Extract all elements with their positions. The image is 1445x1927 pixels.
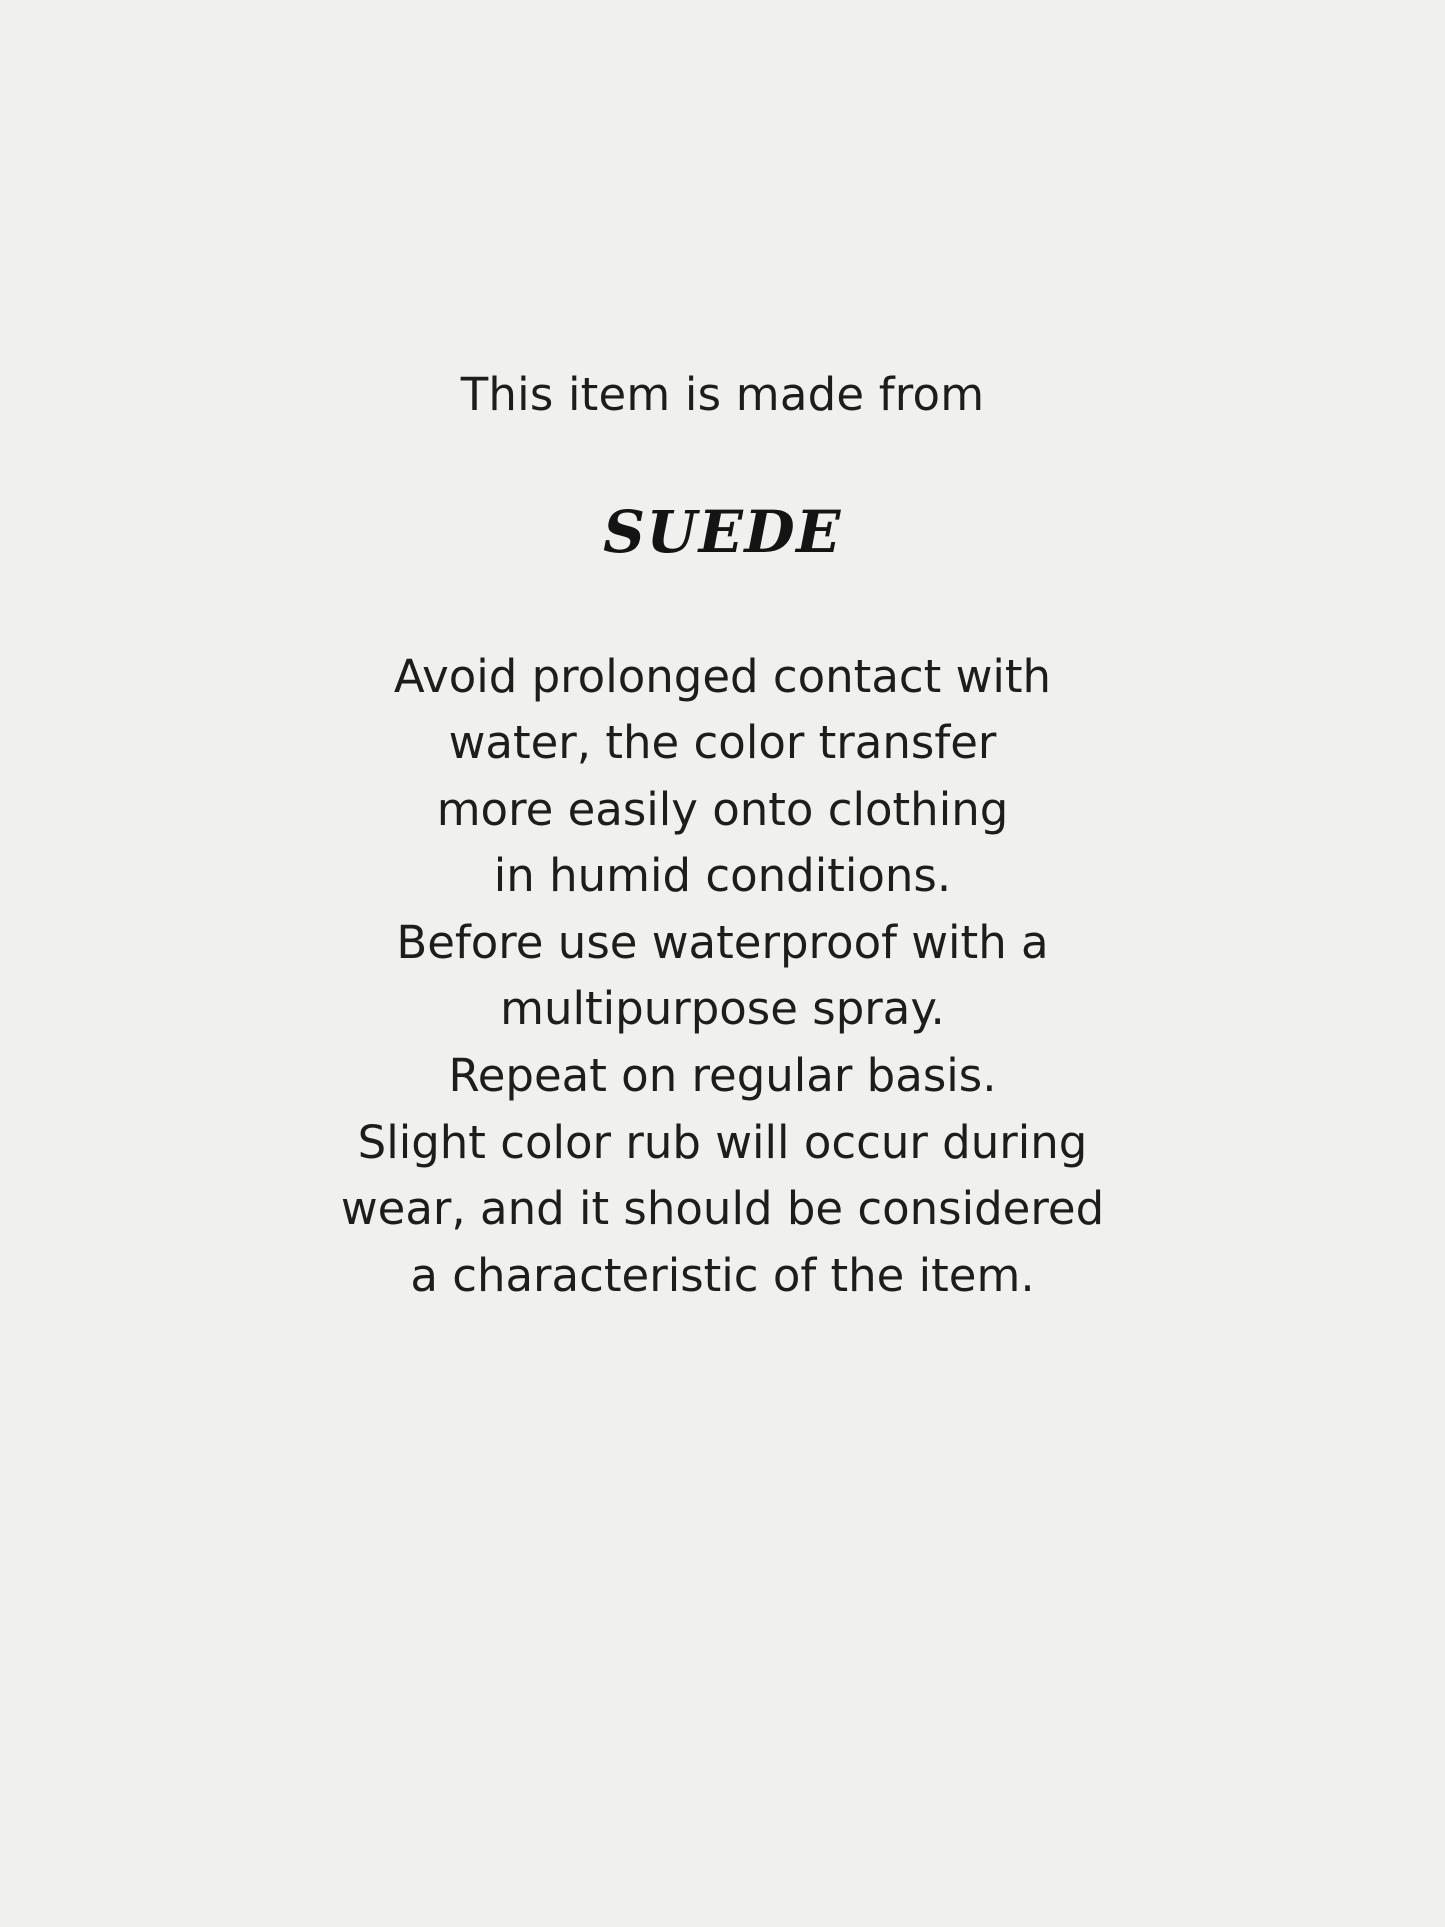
care-line: a characteristic of the item. (410, 1248, 1035, 1302)
care-line: Slight color rub will occur during (357, 1115, 1088, 1169)
care-line: Before use waterproof with a (396, 915, 1049, 969)
care-line: in humid conditions. (493, 849, 952, 903)
care-instructions (341, 644, 1104, 1310)
care-line: Avoid prolonged contact with (393, 649, 1052, 703)
care-line: more easily onto clothing (436, 782, 1009, 836)
intro-text: This item is made from (460, 368, 985, 421)
care-line: Repeat on regular basis. (448, 1049, 997, 1103)
care-line: water, the color transfer (448, 716, 997, 770)
material-name: SUEDE (603, 497, 842, 566)
care-line: multipurpose spray. (500, 982, 945, 1036)
care-line: wear, and it should be considered (340, 1182, 1105, 1236)
